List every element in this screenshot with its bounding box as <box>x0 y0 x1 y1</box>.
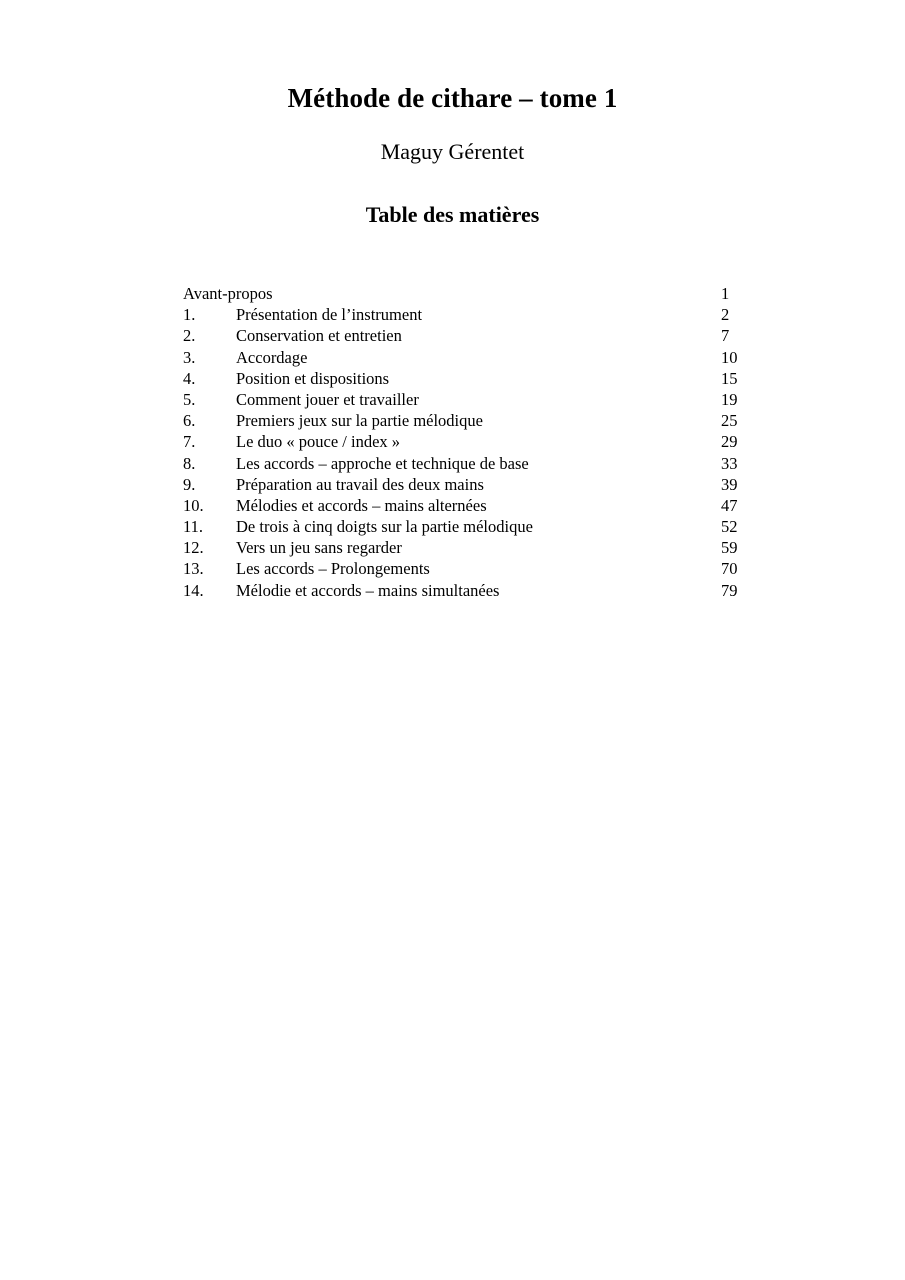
toc-entry-label: Conservation et entretien <box>236 326 402 346</box>
toc-entry-page-number: 47 <box>721 495 738 515</box>
toc-entry-label: Les accords – Prolongements <box>236 559 430 579</box>
toc-entry-label: Premiers jeux sur la partie mélodique <box>236 411 483 431</box>
table-of-contents-heading: Table des matières <box>365 202 540 227</box>
toc-entry[interactable] <box>183 304 783 325</box>
toc-entry[interactable] <box>183 389 783 410</box>
toc-entry[interactable] <box>183 283 783 304</box>
toc-entry[interactable] <box>183 368 783 389</box>
toc-entry[interactable] <box>183 495 783 516</box>
toc-entry-label: Mélodies et accords – mains alternées <box>236 495 487 515</box>
toc-entry-page-number: 1 <box>721 284 730 303</box>
toc-entry-label: Le duo « pouce / index » <box>236 432 401 452</box>
toc-entry-label: Mélodie et accords – mains simultanées <box>236 580 500 600</box>
toc-entry-label: Préparation au travail des deux mains <box>236 474 484 494</box>
toc-entry[interactable] <box>183 347 783 368</box>
toc-entry-number: 9. <box>183 474 196 494</box>
toc-entry-label: Vers un jeu sans regarder <box>236 538 402 558</box>
toc-entry-number: 12. <box>183 538 204 558</box>
toc-entry-page-number: 70 <box>721 559 738 579</box>
document-title: Méthode de cithare – tome 1 <box>287 83 618 113</box>
toc-entry-number: 8. <box>183 453 196 473</box>
toc-entry-label: Présentation de l’instrument <box>236 305 423 325</box>
toc-entry-label: Comment jouer et travailler <box>236 389 419 409</box>
toc-entry-page-number: 39 <box>721 474 738 494</box>
toc-entry-number: 7. <box>183 432 196 452</box>
toc-entry-number: 4. <box>183 368 196 388</box>
toc-entry-label: De trois à cinq doigts sur la partie mélodique <box>236 517 533 537</box>
toc-entry-number: 3. <box>183 347 196 367</box>
toc-entry-label: Les accords – approche et technique de base <box>236 453 529 473</box>
toc-entry[interactable] <box>183 516 783 537</box>
toc-entry-page-number: 2 <box>721 305 730 325</box>
toc-entry-label: Position et dispositions <box>236 368 390 388</box>
toc-entry-number: 2. <box>183 326 196 346</box>
toc-entry-label: Avant-propos <box>183 284 273 303</box>
toc-entry[interactable] <box>183 453 783 474</box>
toc-entry-number: 13. <box>183 559 204 579</box>
toc-entry-page-number: 10 <box>721 347 738 367</box>
toc-entry-page-number: 7 <box>721 326 730 346</box>
toc-entry-number: 14. <box>183 580 204 600</box>
toc-entry-number: 10. <box>183 495 204 515</box>
toc-entry-page-number: 25 <box>721 411 738 431</box>
toc-entry-number: 1. <box>183 305 196 325</box>
toc-entry[interactable] <box>183 537 783 558</box>
toc-entry[interactable] <box>183 580 783 601</box>
toc-entry[interactable] <box>183 558 783 579</box>
toc-entry-page-number: 15 <box>721 368 738 388</box>
toc-entry-page-number: 33 <box>721 453 738 473</box>
toc-entry-page-number: 52 <box>721 517 738 537</box>
toc-entry[interactable] <box>183 410 783 431</box>
toc-entry[interactable] <box>183 325 783 346</box>
toc-entry-number: 11. <box>183 517 204 537</box>
toc-entry-number: 6. <box>183 411 196 431</box>
toc-entry-page-number: 29 <box>721 432 738 452</box>
document-author: Maguy Gérentet <box>380 139 525 164</box>
toc-entry-page-number: 79 <box>721 580 738 600</box>
toc-entry-label: Accordage <box>236 347 308 367</box>
table-of-contents <box>183 283 783 601</box>
toc-entry[interactable] <box>183 474 783 495</box>
toc-entry-page-number: 59 <box>721 538 738 558</box>
toc-entry-page-number: 19 <box>721 389 738 409</box>
toc-entry-number: 5. <box>183 389 196 409</box>
toc-entry[interactable] <box>183 431 783 452</box>
